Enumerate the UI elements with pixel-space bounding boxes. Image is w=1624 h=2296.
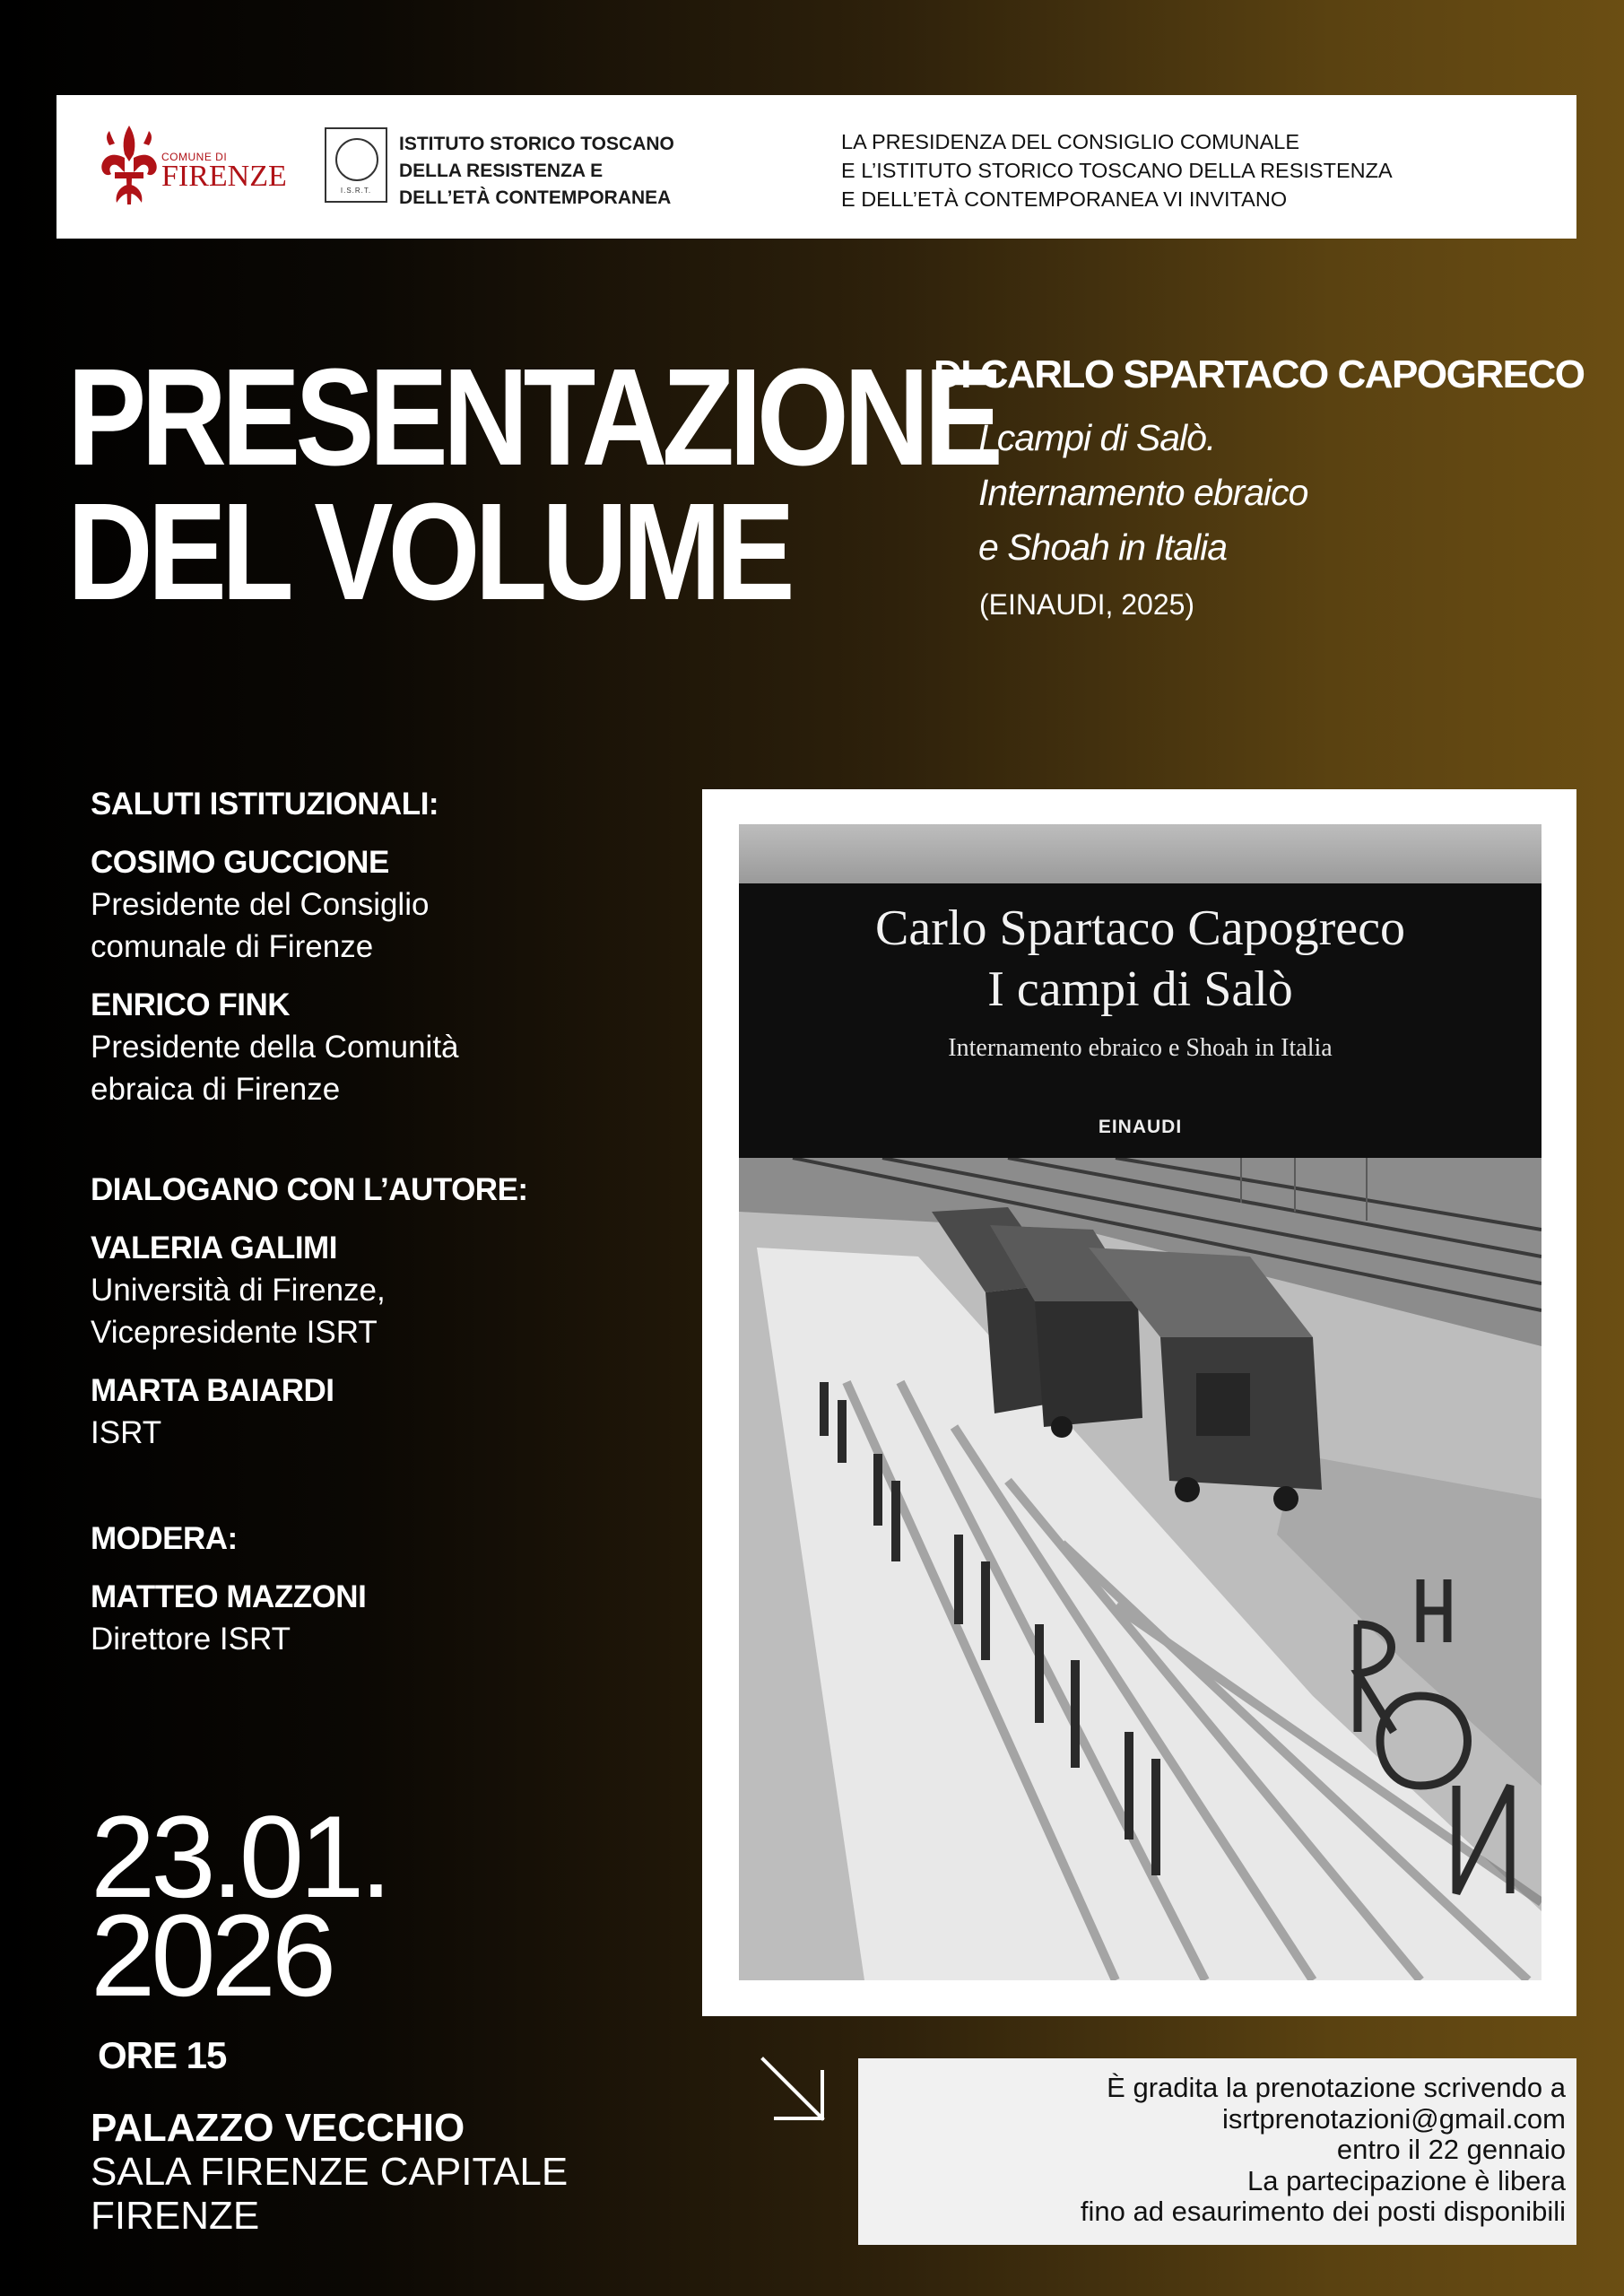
person-role: comunale di Firenze	[91, 929, 374, 964]
booking-text	[1081, 2073, 1566, 2228]
booking-email[interactable]: isrtprenotazioni@gmail.com	[1222, 2102, 1566, 2135]
saluti-section	[91, 783, 647, 1110]
florence-lily-icon	[97, 122, 161, 212]
cover-photo-train-memorial	[739, 1158, 1541, 1980]
event-room: SALA FIRENZE CAPITALE	[91, 2150, 569, 2194]
book-cover-frame	[702, 789, 1576, 2016]
book-title-line: e Shoah in Italia	[978, 526, 1228, 568]
modera-heading: MODERA:	[91, 1521, 238, 1556]
isrt-name-line: DELLA RESISTENZA E	[399, 161, 604, 181]
event-city: FIRENZE	[91, 2194, 260, 2238]
isrt-seal-icon	[335, 138, 378, 181]
isrt-logo	[325, 127, 387, 203]
comune-label-big: FIRENZE	[161, 160, 287, 193]
event-date	[91, 1791, 388, 2021]
saluti-heading: SALUTI ISTITUZIONALI:	[91, 787, 439, 822]
cover-title-band	[739, 883, 1541, 1158]
booking-line: La partecipazione è libera	[1246, 2164, 1566, 2196]
person-name: VALERIA GALIMI	[91, 1231, 337, 1265]
cover-subtitle: Internamento ebraico e Shoah in Italia	[948, 1034, 1333, 1062]
person-name: MATTEO MAZZONI	[91, 1579, 367, 1614]
book-title-line: Internamento ebraico	[978, 472, 1308, 513]
booking-box	[858, 2058, 1576, 2245]
event-date-line: 23.01.	[91, 1791, 388, 1922]
book-title	[978, 411, 1561, 575]
event-venue: PALAZZO VECCHIO	[91, 2106, 465, 2150]
title-line-2: DEL VOLUME	[67, 474, 790, 629]
person-name: COSIMO GUCCIONE	[91, 845, 389, 880]
person-name: MARTA BAIARDI	[91, 1373, 334, 1408]
booking-line: entro il 22 gennaio	[1336, 2134, 1566, 2165]
invitation-text	[841, 127, 1523, 213]
isrt-logo-caption: I.S.R.T.	[340, 187, 372, 195]
book-author: DI CARLO SPARTACO CAPOGRECO	[934, 352, 1585, 396]
isrt-name-line: ISTITUTO STORICO TOSCANO	[399, 134, 674, 154]
person-role: ISRT	[91, 1415, 162, 1450]
invitation-line: E DELL’ETÀ CONTEMPORANEA VI INVITANO	[841, 187, 1288, 211]
person-role: Presidente della Comunità	[91, 1030, 459, 1065]
book-publisher: (EINAUDI, 2025)	[979, 588, 1195, 621]
person-role: Vicepresidente ISRT	[91, 1315, 378, 1350]
cover-title: I campi di Salò	[987, 961, 1293, 1017]
booking-line: fino ad esaurimento dei posti disponibili	[1080, 2196, 1566, 2227]
dialogano-heading: DIALOGANO CON L’AUTORE:	[91, 1172, 528, 1207]
person-name: ENRICO FINK	[91, 987, 290, 1022]
cover-sky	[739, 824, 1541, 883]
person-role: Università di Firenze,	[91, 1273, 386, 1308]
invitation-line: LA PRESIDENZA DEL CONSIGLIO COMUNALE	[841, 130, 1300, 153]
event-date-line: 2026	[91, 1890, 333, 2021]
event-time: ORE 15	[98, 2034, 227, 2076]
event-place	[91, 2106, 568, 2238]
booking-line: È gradita la prenotazione scrivendo a	[1107, 2072, 1566, 2103]
arrow-down-right-icon	[758, 2054, 829, 2126]
book-title-line: I campi di Salò.	[978, 417, 1216, 458]
dialogano-section	[91, 1169, 647, 1454]
cover-author: Carlo Spartaco Capogreco	[875, 900, 1405, 956]
isrt-name	[399, 131, 695, 212]
modera-section	[91, 1518, 647, 1660]
invitation-line: E L’ISTITUTO STORICO TOSCANO DELLA RESISTENZA	[841, 159, 1393, 182]
person-role: ebraica di Firenze	[91, 1072, 341, 1107]
cover-publisher: EINAUDI	[1098, 1117, 1183, 1137]
isrt-name-line: DELL’ETÀ CONTEMPORANEA	[399, 187, 672, 208]
comune-label-small: COMUNE DI	[161, 151, 228, 163]
header-strip	[56, 95, 1576, 239]
page-title	[67, 340, 998, 629]
title-line-1: PRESENTAZIONE	[67, 340, 998, 494]
person-role: Direttore ISRT	[91, 1622, 291, 1657]
book-cover	[739, 824, 1541, 1980]
person-role: Presidente del Consiglio	[91, 887, 430, 922]
